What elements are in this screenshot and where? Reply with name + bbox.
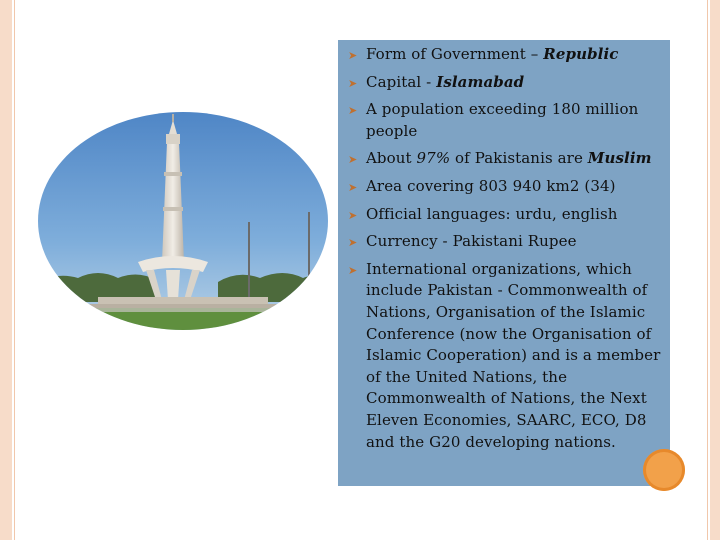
list-item: ➤ Currency - Pakistani Rupee [348,231,668,253]
arrow-bullet-icon: ➤ [348,180,358,194]
arrow-bullet-icon: ➤ [348,208,358,222]
list-item: ➤ International organizations, which include Pakistan - Commonwealth of Nations, Organisation of the Islamic Conference (now the Organisation of Islamic Cooperation) and is a member of the United Nations, the Commonwealth of Nations, the Next Eleven Economies, SAARC, ECO, D8 and the G20 developing nations. [348,259,661,451]
list-item: ➤ A population exceeding 180 million people [348,100,639,140]
list-item: ➤ Official languages: urdu, english [348,204,668,226]
right-decorative-strip [710,0,720,540]
left-decorative-strip [0,0,12,540]
arrow-bullet-icon: ➤ [348,104,358,118]
bullet-list [348,44,668,459]
list-item: ➤ Capital - Islamabad [348,72,668,94]
minar-e-pakistan-photo [38,112,328,330]
arrow-bullet-icon: ➤ [348,236,358,250]
right-decorative-border [707,0,708,540]
arrow-bullet-icon: ➤ [348,263,358,277]
arrow-bullet-icon: ➤ [348,153,358,167]
list-item: ➤ About 97% of Pakistanis are Muslim [348,148,668,170]
list-item: ➤ Form of Government – Republic [348,44,668,66]
arrow-bullet-icon: ➤ [348,49,358,62]
list-item: ➤ Area covering 803 940 km2 (34) [348,176,668,198]
left-decorative-border [14,0,15,540]
arrow-bullet-icon: ➤ [348,76,358,90]
